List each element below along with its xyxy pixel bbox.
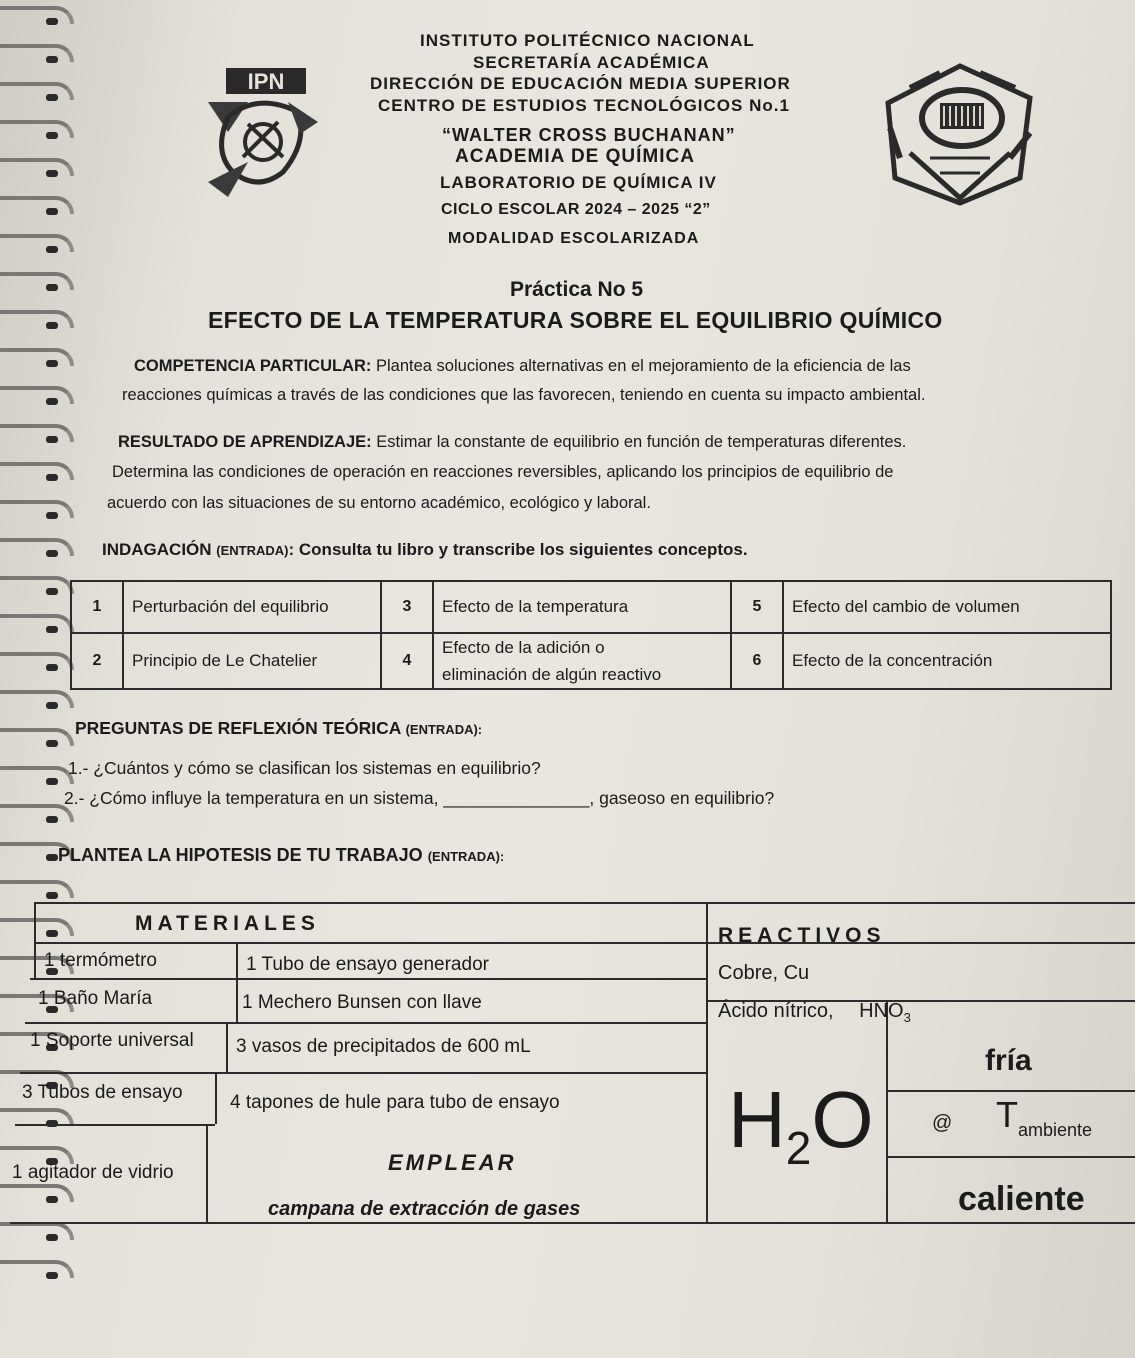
concept-cell: Perturbación del equilibrio <box>123 581 381 633</box>
binding-ring <box>0 386 74 404</box>
binding-ring <box>0 576 74 594</box>
material-item: 4 tapones de hule para tubo de ensayo <box>230 1092 560 1113</box>
binding-hole <box>46 284 58 291</box>
emplear-item: campana de extracción de gases <box>268 1198 581 1220</box>
practice-number: Práctica No 5 <box>510 278 644 301</box>
practice-title: EFECTO DE LA TEMPERATURA SOBRE EL EQUILIBRIO QUÍMICO <box>208 307 943 333</box>
question-1: 1.- ¿Cuántos y cómo se clasifican los sistemas en equilibrio? <box>68 758 541 778</box>
indagacion-label: INDAGACIÓN <box>102 540 212 559</box>
binding-ring <box>0 462 74 480</box>
binding-hole <box>46 854 58 861</box>
temperature-ambient: ambiente <box>1018 1120 1093 1140</box>
binding-ring <box>0 44 74 62</box>
indagacion-heading <box>102 540 748 560</box>
material-item: 3 Tubos de ensayo <box>22 1082 183 1103</box>
binding-ring <box>0 272 74 290</box>
concept-number: 3 <box>381 581 433 633</box>
binding-ring <box>0 1260 74 1278</box>
binding-hole <box>46 474 58 481</box>
materials-heading: MATERIALES <box>135 912 320 935</box>
binding-ring <box>0 310 74 328</box>
concept-cell <box>433 633 731 689</box>
binding-hole <box>46 702 58 709</box>
resultado-label: RESULTADO DE APRENDIZAJE: <box>118 433 372 451</box>
water-cold: fría <box>985 1044 1032 1077</box>
material-item: 1 Mechero Bunsen con llave <box>242 992 482 1013</box>
header-walter: “WALTER CROSS BUCHANAN” <box>442 125 736 145</box>
concept-cell: Principio de Le Chatelier <box>123 633 381 689</box>
header-secretaria: SECRETARÍA ACADÉMICA <box>473 53 710 72</box>
concept-number: 1 <box>71 581 123 633</box>
material-item: 1 agitador de vidrio <box>12 1162 174 1183</box>
binding-hole <box>46 398 58 405</box>
question-2-end: , gaseoso en equilibrio? <box>589 788 775 808</box>
concept-text-line: eliminación de algún reactivo <box>442 665 662 684</box>
binding-hole <box>46 208 58 215</box>
binding-ring <box>0 120 74 138</box>
cecyt-seal-logo <box>880 58 1040 208</box>
binding-hole <box>46 322 58 329</box>
binding-ring <box>0 6 74 24</box>
binding-hole <box>46 664 58 671</box>
reagent-nitric-formula: HNO <box>859 1000 904 1022</box>
binding-hole <box>46 436 58 443</box>
binding-ring <box>0 728 74 746</box>
material-item: 1 Soporte universal <box>30 1030 194 1051</box>
binding-ring <box>0 614 74 632</box>
material-item: 1 Baño María <box>38 988 153 1009</box>
binding-hole <box>46 740 58 747</box>
header-laboratorio: LABORATORIO DE QUÍMICA IV <box>440 173 717 192</box>
resultado-line2: Determina las condiciones de operación en reacciones reversibles, aplicando los principios de equilibrio de <box>112 463 894 481</box>
binding-hole <box>46 18 58 25</box>
water-formula <box>728 1075 874 1188</box>
binding-hole <box>46 816 58 823</box>
binding-ring <box>0 880 74 898</box>
reagent-nitric-subscript: 3 <box>903 1010 911 1025</box>
header-academia: ACADEMIA DE QUÍMICA <box>455 146 695 167</box>
competencia-line2: reacciones químicas a través de las condiciones que las favorecen, teniendo en cuenta su impacto ambiental. <box>122 386 926 404</box>
concept-cell: Efecto de la concentración <box>783 633 1111 689</box>
binding-hole <box>46 94 58 101</box>
reactivos-heading: REACTIVOS <box>718 924 886 947</box>
header-modalidad: MODALIDAD ESCOLARIZADA <box>448 230 700 247</box>
concept-number: 4 <box>381 633 433 689</box>
water-o: O <box>811 1075 874 1164</box>
question-2-start: 2.- ¿Cómo influye la temperatura en un sistema, <box>64 788 439 808</box>
binding-hole <box>46 626 58 633</box>
concept-number: 6 <box>731 633 783 689</box>
emplear-heading: EMPLEAR <box>388 1150 517 1175</box>
binding-ring <box>0 538 74 556</box>
preguntas-label: PREGUNTAS DE REFLEXIÓN TEÓRICA <box>75 718 401 738</box>
binding-hole <box>46 512 58 519</box>
hipotesis-heading <box>58 845 504 866</box>
concept-cell: Efecto de la temperatura <box>433 581 731 633</box>
material-item: 1 termómetro <box>44 950 157 971</box>
binding-hole <box>46 588 58 595</box>
binding-hole <box>46 360 58 367</box>
materials-reagents-table <box>0 902 1135 1252</box>
binding-hole <box>46 1272 58 1279</box>
binding-hole <box>46 778 58 785</box>
indagacion-tag: (ENTRADA) <box>216 543 289 558</box>
binding-ring <box>0 348 74 366</box>
binding-ring <box>0 158 74 176</box>
hipotesis-label: PLANTEA LA HIPOTESIS DE TU TRABAJO <box>58 845 423 865</box>
preguntas-heading <box>75 718 482 739</box>
concept-text-line: Efecto de la adición o <box>442 638 605 657</box>
reagent-nitric-name: Ácido nítrico, <box>718 1000 834 1022</box>
at-symbol: @ <box>932 1112 953 1134</box>
binding-hole <box>46 892 58 899</box>
material-item: 1 Tubo de ensayo generador <box>246 954 489 975</box>
material-item: 3 vasos de precipitados de 600 mL <box>236 1036 531 1057</box>
competencia-label: COMPETENCIA PARTICULAR: <box>134 357 372 375</box>
header-direccion: DIRECCIÓN DE EDUCACIÓN MEDIA SUPERIOR <box>370 74 791 93</box>
resultado-text1: Estimar la constante de equilibrio en función de temperaturas diferentes. <box>376 433 907 451</box>
binding-ring <box>0 766 74 784</box>
preguntas-tag: (ENTRADA): <box>405 722 483 737</box>
competencia-text1: Plantea soluciones alternativas en el mejoramiento de la eficiencia de las <box>376 357 911 375</box>
resultado-line1 <box>118 427 906 458</box>
resultado-line3: acuerdo con las situaciones de su entorno académico, ecológico y laboral. <box>107 494 651 512</box>
water-hot: caliente <box>958 1180 1085 1218</box>
binding-ring <box>0 690 74 708</box>
indagacion-text: : Consulta tu libro y transcribe los siguientes conceptos. <box>288 540 748 559</box>
binding-hole <box>46 132 58 139</box>
table-row <box>71 581 1111 633</box>
binding-ring <box>0 196 74 214</box>
question-2-blank: _______________ <box>443 788 590 808</box>
header-institute: INSTITUTO POLITÉCNICO NACIONAL <box>420 31 755 50</box>
binding-ring <box>0 234 74 252</box>
binding-hole <box>46 550 58 557</box>
concept-number: 5 <box>731 581 783 633</box>
concepts-table <box>70 580 1112 690</box>
hipotesis-tag: (ENTRADA): <box>427 849 505 864</box>
ipn-logo-text: IPN <box>247 69 285 94</box>
binding-ring <box>0 424 74 442</box>
water-subscript: 2 <box>785 1122 812 1174</box>
competencia-line1 <box>134 351 911 382</box>
question-2 <box>64 788 774 809</box>
reagent-copper: Cobre, Cu <box>718 962 810 984</box>
binding-ring <box>0 652 74 670</box>
header-centro: CENTRO DE ESTUDIOS TECNOLÓGICOS No.1 <box>378 96 790 115</box>
header-ciclo: CICLO ESCOLAR 2024 – 2025 “2” <box>441 201 711 218</box>
binding-ring <box>0 82 74 100</box>
binding-hole <box>46 170 58 177</box>
water-h: H <box>728 1075 786 1164</box>
concept-cell: Efecto del cambio de volumen <box>783 581 1111 633</box>
reagent-nitric-acid <box>718 1000 911 1025</box>
concept-number: 2 <box>71 633 123 689</box>
table-row <box>71 633 1111 689</box>
binding-ring <box>0 804 74 822</box>
binding-hole <box>46 246 58 253</box>
binding-hole <box>46 56 58 63</box>
temperature-symbol: T <box>996 1094 1018 1135</box>
binding-ring <box>0 500 74 518</box>
ipn-logo <box>188 62 328 202</box>
